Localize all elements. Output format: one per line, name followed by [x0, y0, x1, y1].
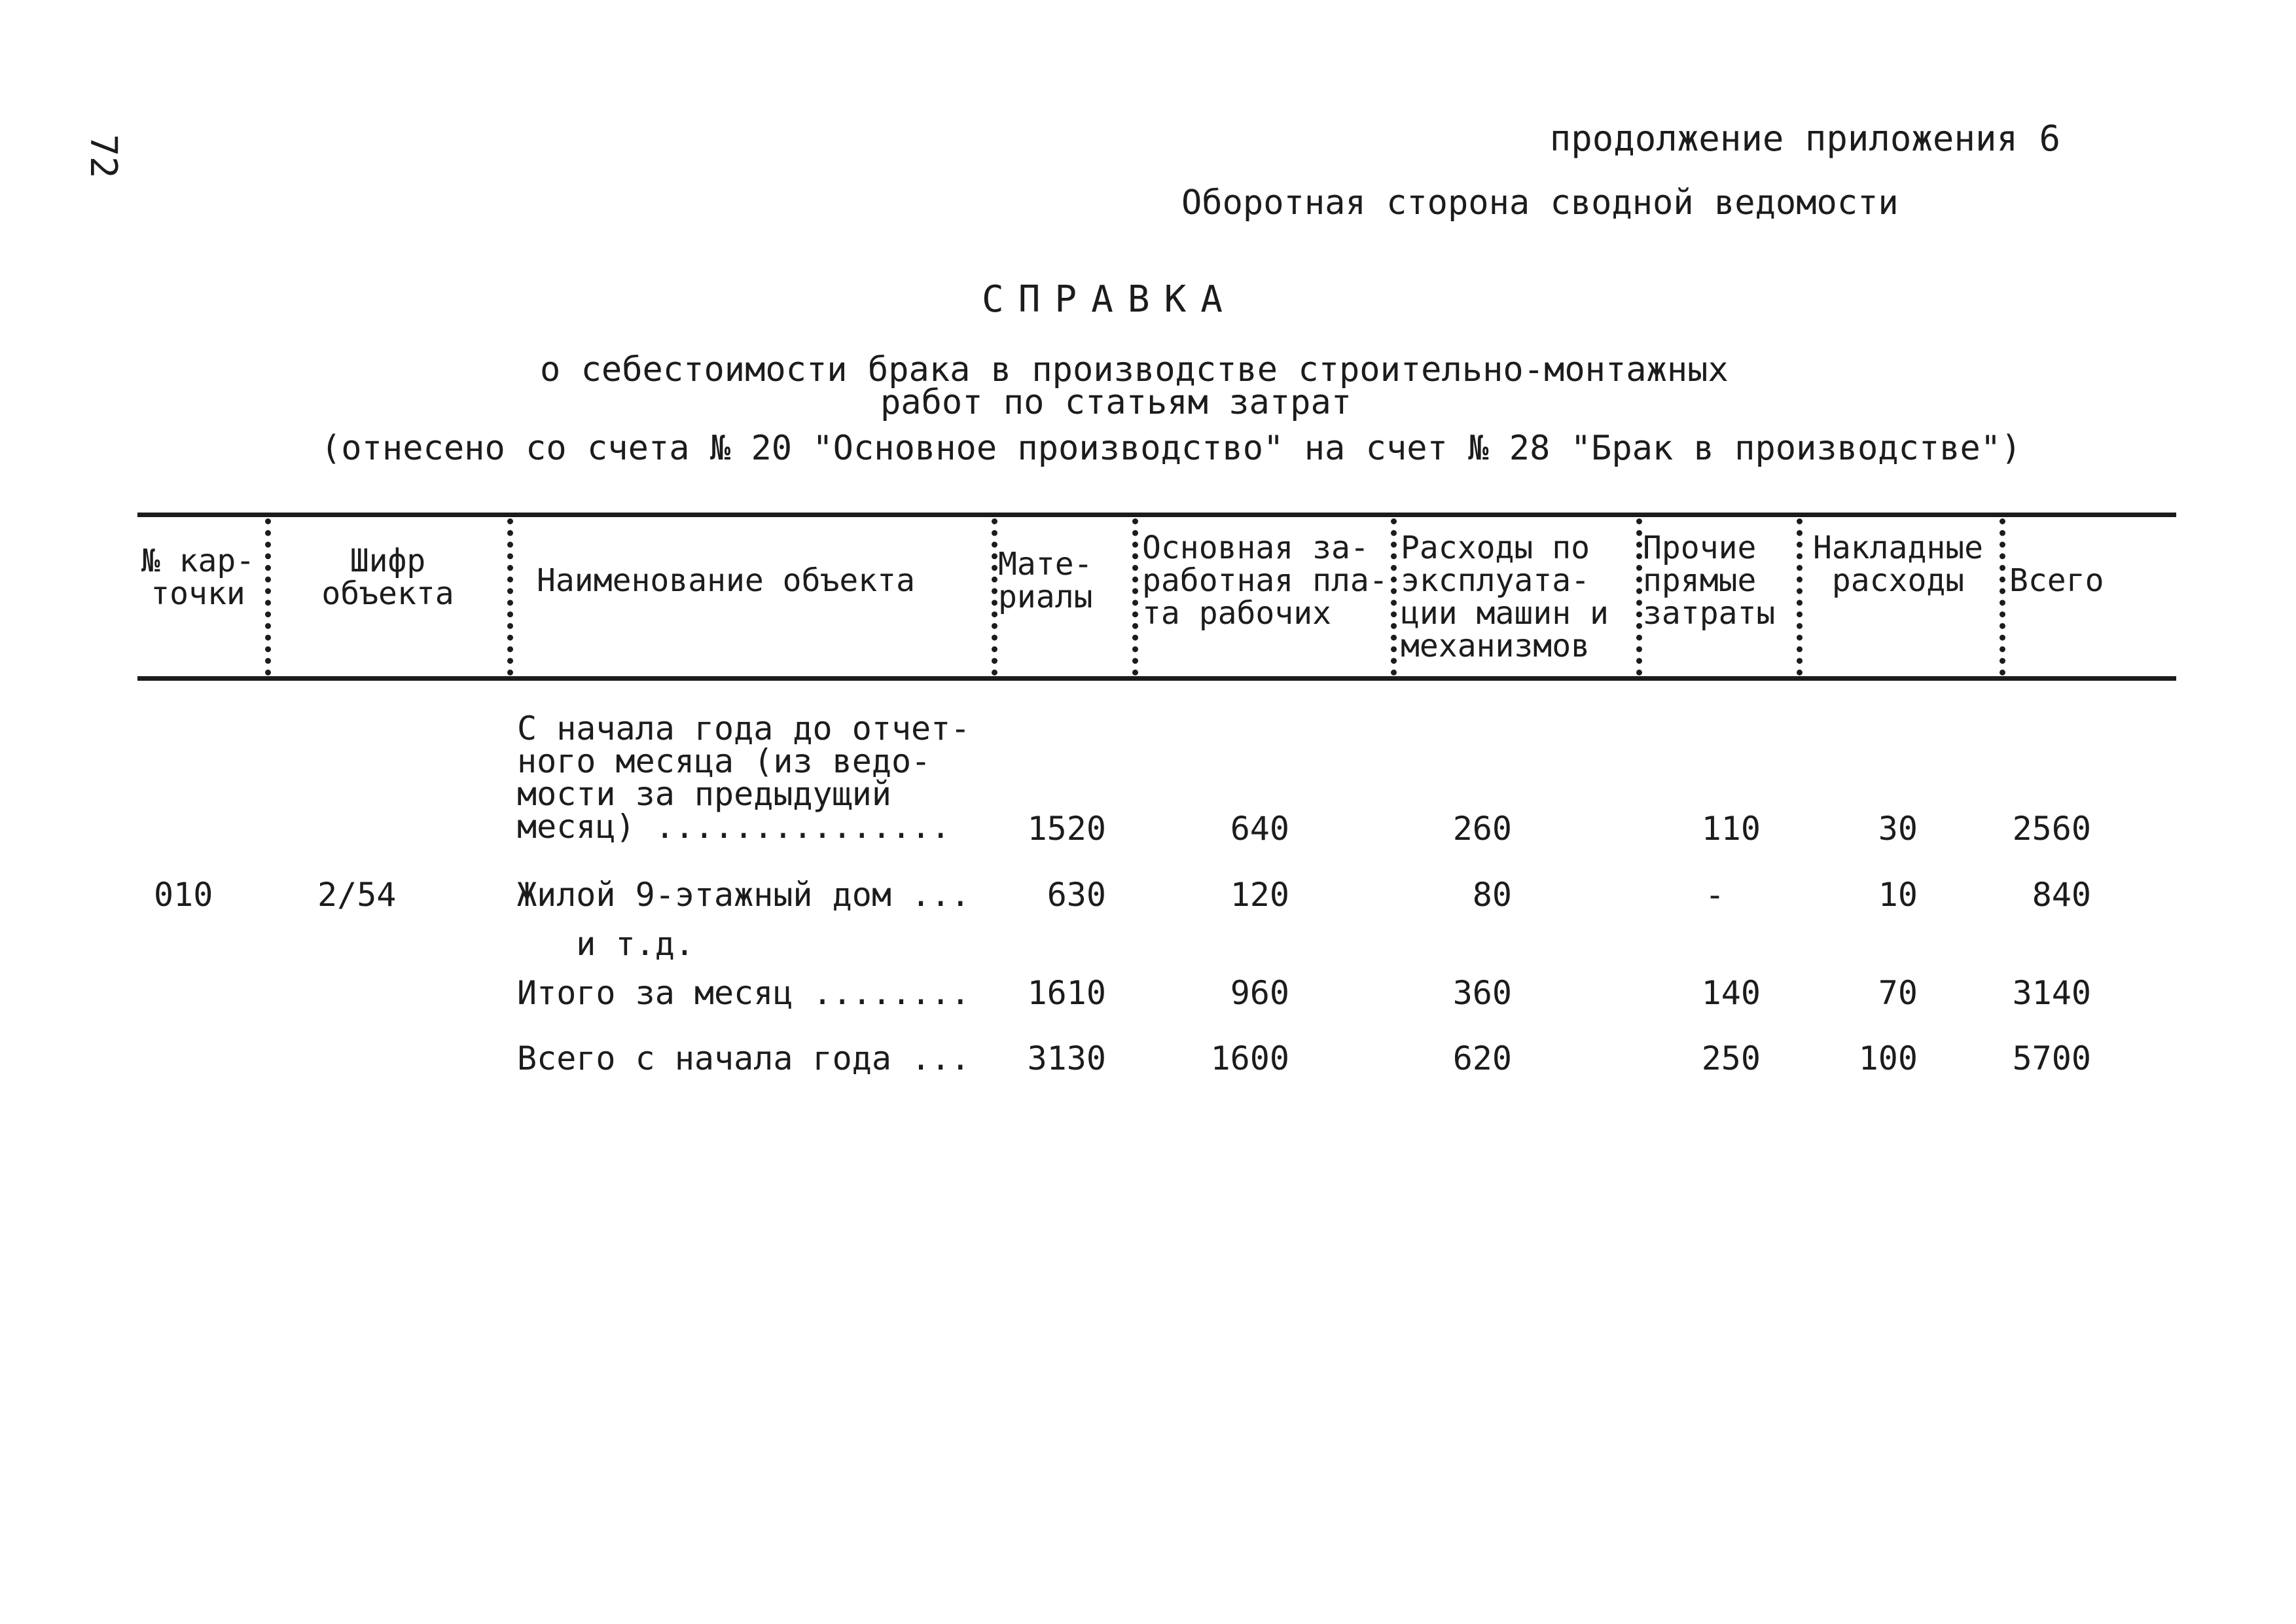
- col-header-machines: Расходы по эксплуата- ции машин и механизмов: [1401, 530, 1609, 664]
- row-machines: 260: [1452, 810, 1512, 848]
- row-code: 2/54: [317, 876, 397, 914]
- row-total: 3140: [2012, 974, 2091, 1012]
- row-materials: 3130: [1027, 1039, 1106, 1077]
- row-total: 5700: [2012, 1039, 2091, 1077]
- column-separator: [1132, 518, 1138, 676]
- description-line-1: о себестоимости брака в производстве строительно-монтажных: [540, 350, 1729, 389]
- table-top-rule: [137, 513, 2176, 517]
- row-machines: 80: [1472, 876, 1512, 914]
- column-separator: [992, 518, 997, 676]
- row-materials: 630: [1047, 876, 1106, 914]
- row-overhead: 10: [1878, 876, 1918, 914]
- column-separator: [2000, 518, 2005, 676]
- row-name: С начала года до отчет- ного месяца (из ведо- мости за предыдущий месяц) ...............: [517, 710, 971, 846]
- row-materials: 1610: [1027, 974, 1106, 1012]
- row-materials: 1520: [1027, 810, 1106, 848]
- row-machines: 620: [1452, 1039, 1512, 1077]
- col-header-total: Всего: [2009, 562, 2104, 599]
- column-separator: [507, 518, 513, 676]
- row-name: Жилой 9-этажный дом ...: [517, 876, 971, 914]
- column-separator: [1636, 518, 1642, 676]
- row-overhead: 30: [1878, 810, 1918, 848]
- row-name: и т.д.: [517, 925, 694, 963]
- row-total: 2560: [2012, 810, 2091, 848]
- row-other: 140: [1701, 974, 1761, 1012]
- row-card: 010: [154, 876, 213, 914]
- col-header-materials: Мате- риалы: [998, 546, 1093, 615]
- row-wages: 120: [1230, 876, 1289, 914]
- row-total: 840: [2032, 876, 2091, 914]
- table-header-rule: [137, 676, 2176, 681]
- subtitle: Оборотная сторона сводной ведомости: [1181, 183, 1899, 223]
- row-other: -: [1704, 876, 1725, 914]
- page-number: 72: [82, 134, 124, 179]
- row-wages: 960: [1230, 974, 1289, 1012]
- row-wages: 1600: [1210, 1039, 1289, 1077]
- row-machines: 360: [1452, 974, 1512, 1012]
- col-header-name: Наименование объекта: [537, 562, 915, 599]
- col-header-wages: Основная за- работная пла- та рабочих: [1142, 530, 1388, 632]
- row-overhead: 70: [1878, 974, 1918, 1012]
- row-name: Всего с начала года ...: [517, 1039, 971, 1077]
- column-separator: [1391, 518, 1397, 676]
- row-other: 110: [1701, 810, 1761, 848]
- row-name: Итого за месяц ........: [517, 974, 971, 1012]
- column-separator: [265, 518, 271, 676]
- col-header-other: Прочие прямые затраты: [1643, 530, 1776, 632]
- description-line-2: работ по статьям затрат: [880, 383, 1352, 422]
- row-wages: 640: [1230, 810, 1289, 848]
- description-line-3: (отнесено со счета № 20 "Основное производство" на счет № 28 "Брак в производстве"): [321, 429, 2022, 468]
- col-header-code: Шифр объекта: [321, 543, 454, 612]
- col-header-card: № кар- точки: [141, 543, 255, 612]
- appendix-label: продолжение приложения 6: [1549, 118, 2060, 159]
- document-heading: СПРАВКА: [982, 278, 1238, 321]
- row-other: 250: [1701, 1039, 1761, 1077]
- row-overhead: 100: [1858, 1039, 1918, 1077]
- column-separator: [1797, 518, 1803, 676]
- col-header-overhead: Накладные расходы: [1812, 530, 1984, 599]
